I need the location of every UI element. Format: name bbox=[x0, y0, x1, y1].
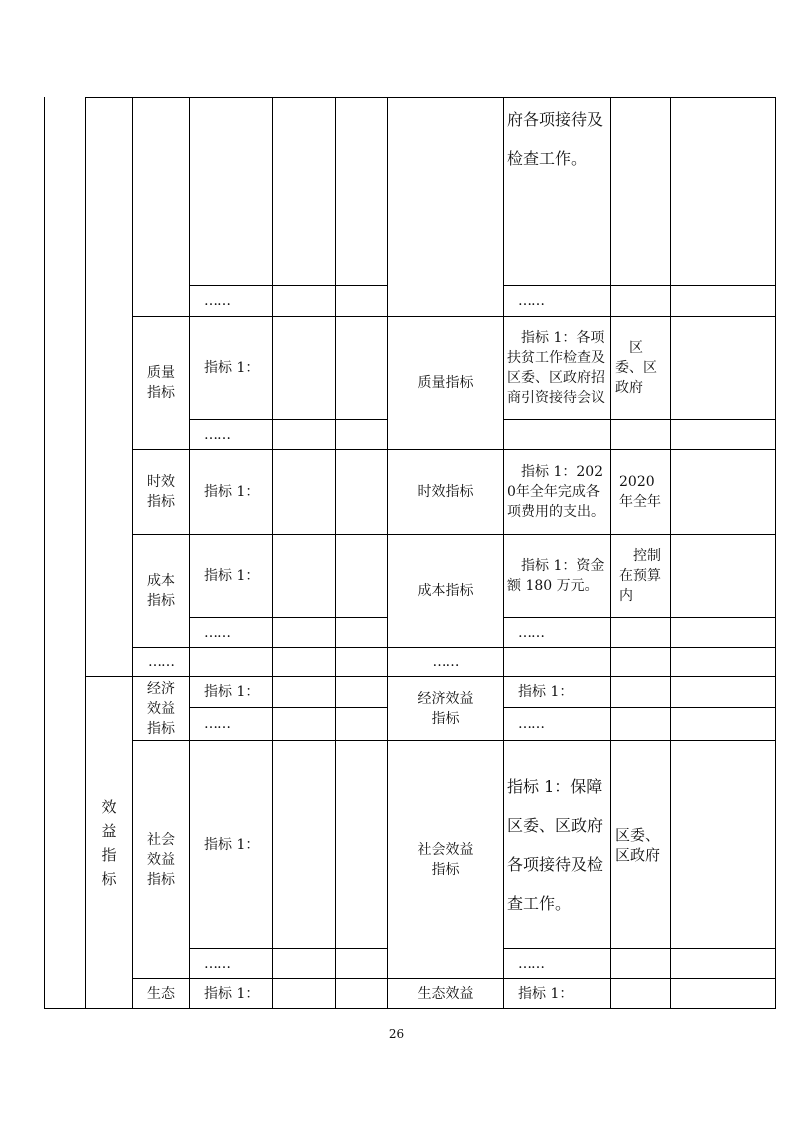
table-cell bbox=[189, 647, 273, 677]
timeliness-indicator: 时效指标 bbox=[387, 449, 504, 535]
table-cell bbox=[272, 978, 336, 1009]
table-cell bbox=[610, 978, 671, 1009]
table-cell bbox=[335, 316, 388, 420]
table-cell bbox=[610, 948, 671, 979]
social-indicator: 社会效益指标 bbox=[387, 740, 504, 979]
ellipsis-cell: …… bbox=[189, 285, 273, 317]
table-cell bbox=[670, 419, 776, 450]
table-cell bbox=[670, 740, 776, 949]
table-cell bbox=[335, 285, 388, 317]
table-cell bbox=[272, 647, 336, 677]
table-cell bbox=[272, 617, 336, 648]
table-cell bbox=[335, 617, 388, 648]
table-cell bbox=[335, 534, 388, 618]
ellipsis-cell: …… bbox=[132, 647, 190, 677]
social-value: 区委、区政府 bbox=[610, 740, 671, 949]
table-cell bbox=[670, 707, 776, 741]
indicator-cell: 指标 1： bbox=[189, 316, 273, 420]
table-cell bbox=[610, 647, 671, 677]
table-cell bbox=[610, 285, 671, 317]
table-cell bbox=[335, 740, 388, 949]
table-cell bbox=[272, 449, 336, 535]
table-cell bbox=[670, 316, 776, 420]
table-cell bbox=[85, 97, 133, 677]
page-number: 26 bbox=[388, 1027, 405, 1041]
table-cell bbox=[272, 948, 336, 979]
table-cell bbox=[610, 676, 671, 708]
table-cell bbox=[670, 449, 776, 535]
table-cell bbox=[670, 948, 776, 979]
indicator-cell: 指标 1： bbox=[189, 449, 273, 535]
economic-label: 经济效益指标 bbox=[132, 676, 190, 741]
table-cell bbox=[335, 676, 388, 708]
table-cell bbox=[272, 285, 336, 317]
ellipsis-cell: …… bbox=[503, 948, 611, 979]
table-cell bbox=[610, 419, 671, 450]
ellipsis-cell: …… bbox=[189, 419, 273, 450]
table-cell bbox=[272, 707, 336, 741]
social-label: 社会效益指标 bbox=[132, 740, 190, 979]
table-cell bbox=[670, 617, 776, 648]
eco-target: 指标 1： bbox=[503, 978, 611, 1009]
ellipsis-cell: …… bbox=[503, 707, 611, 741]
cost-label: 成本指标 bbox=[132, 534, 190, 648]
ellipsis-cell: …… bbox=[503, 617, 611, 648]
ellipsis-cell: …… bbox=[387, 647, 504, 677]
table-cell bbox=[272, 740, 336, 949]
indicator-cell: 指标 1： bbox=[189, 978, 273, 1009]
table-cell bbox=[132, 97, 190, 317]
table-cell bbox=[670, 978, 776, 1009]
table-cell bbox=[670, 676, 776, 708]
benefit-indicator-label: 效益指标 bbox=[85, 676, 133, 1009]
table-cell bbox=[610, 97, 671, 286]
table-cell bbox=[272, 419, 336, 450]
table-cell bbox=[335, 707, 388, 741]
ellipsis-cell: …… bbox=[189, 707, 273, 741]
eco-label: 生态 bbox=[132, 978, 190, 1009]
quality-value: 区委、区政府 bbox=[610, 316, 671, 420]
table-cell bbox=[335, 419, 388, 450]
table-cell bbox=[335, 948, 388, 979]
table-cell bbox=[670, 97, 776, 286]
ellipsis-cell: …… bbox=[189, 617, 273, 648]
ellipsis-cell: …… bbox=[189, 948, 273, 979]
table-cell bbox=[272, 676, 336, 708]
eco-indicator: 生态效益 bbox=[387, 978, 504, 1009]
timeliness-value: 2020年全年 bbox=[610, 449, 671, 535]
table-cell bbox=[610, 617, 671, 648]
timeliness-label: 时效指标 bbox=[132, 449, 190, 535]
cost-indicator: 成本指标 bbox=[387, 534, 504, 648]
table-cell bbox=[335, 449, 388, 535]
ellipsis-cell: …… bbox=[503, 285, 611, 317]
table-cell bbox=[189, 97, 273, 286]
economic-indicator: 经济效益指标 bbox=[387, 676, 504, 741]
table-cell bbox=[272, 316, 336, 420]
table-cell bbox=[272, 534, 336, 618]
economic-target: 指标 1： bbox=[503, 676, 611, 708]
table-cell bbox=[335, 647, 388, 677]
timeliness-target: 指标 1：2020年全年完成各项费用的支出。 bbox=[503, 449, 611, 535]
table-cell bbox=[503, 647, 611, 677]
table-cell bbox=[503, 419, 611, 450]
table-cell bbox=[670, 285, 776, 317]
cost-value: 控制在预算内 bbox=[610, 534, 671, 618]
target-text: 府各项接待及检查工作。 bbox=[503, 97, 611, 286]
table-cell bbox=[670, 647, 776, 677]
indicator-cell: 指标 1： bbox=[189, 740, 273, 949]
indicator-cell: 指标 1： bbox=[189, 534, 273, 618]
table-cell bbox=[610, 707, 671, 741]
indicator-cell: 指标 1： bbox=[189, 676, 273, 708]
quality-indicator: 质量指标 bbox=[387, 316, 504, 450]
table-cell bbox=[335, 978, 388, 1009]
table-cell bbox=[335, 97, 388, 286]
quality-target: 指标 1：各项扶贫工作检查及区委、区政府招商引资接待会议 bbox=[503, 316, 611, 420]
table-cell bbox=[670, 534, 776, 618]
table-cell bbox=[44, 97, 86, 1009]
quality-label: 质量指标 bbox=[132, 316, 190, 450]
table-cell bbox=[272, 97, 336, 286]
cost-target: 指标 1：资金额 180 万元。 bbox=[503, 534, 611, 618]
table-cell bbox=[387, 97, 504, 317]
social-target: 指标 1：保障区委、区政府各项接待及检查工作。 bbox=[503, 740, 611, 949]
